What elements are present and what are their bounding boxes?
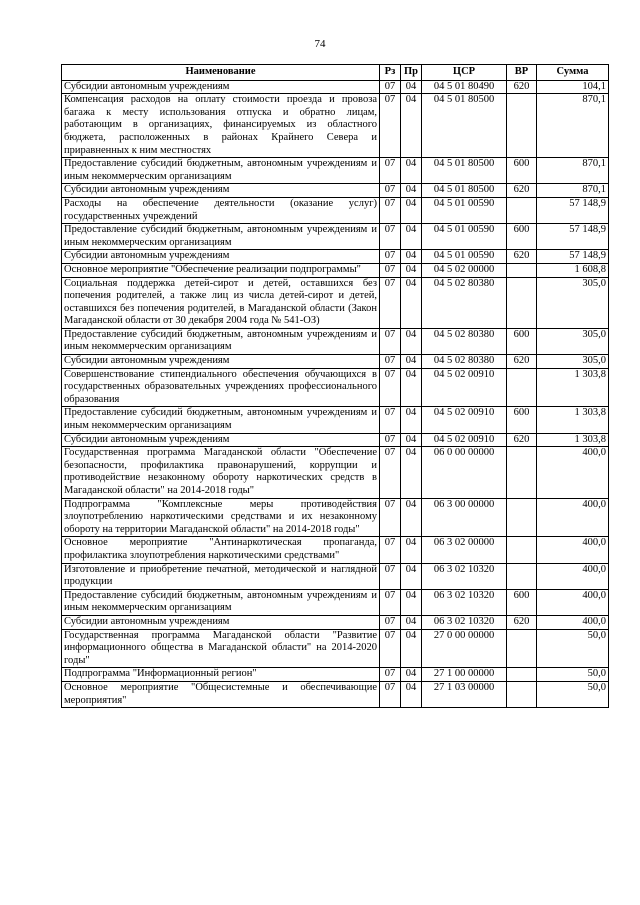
cell-csr: 04 5 01 00590 <box>422 224 507 250</box>
table-row <box>62 537 609 563</box>
cell-rz: 07 <box>380 407 401 433</box>
cell-rz: 07 <box>380 197 401 223</box>
table-row <box>62 563 609 589</box>
cell-csr: 04 5 02 00910 <box>422 433 507 447</box>
cell-sum: 400,0 <box>537 589 609 615</box>
cell-rz: 07 <box>380 589 401 615</box>
cell-vr: 620 <box>507 355 537 369</box>
cell-rz: 07 <box>380 433 401 447</box>
cell-sum: 305,0 <box>537 277 609 328</box>
cell-rz: 07 <box>380 681 401 707</box>
cell-rz: 07 <box>380 224 401 250</box>
cell-csr: 06 3 02 10320 <box>422 563 507 589</box>
cell-name: Основное мероприятие "Антинаркотическая пропаганда, профилактика злоупотребления наркотическими средствами" <box>62 537 380 563</box>
cell-csr: 27 1 00 00000 <box>422 668 507 682</box>
cell-csr: 04 5 01 80500 <box>422 158 507 184</box>
cell-vr <box>507 498 537 537</box>
cell-pr: 04 <box>401 94 422 158</box>
cell-name: Предоставление субсидий бюджетным, автономным учреждениям и иным некоммерческим организациям <box>62 589 380 615</box>
header-vr: ВР <box>507 65 537 81</box>
cell-rz: 07 <box>380 277 401 328</box>
cell-name: Субсидии автономным учреждениям <box>62 433 380 447</box>
cell-rz: 07 <box>380 263 401 277</box>
table-row <box>62 447 609 498</box>
cell-sum: 57 148,9 <box>537 224 609 250</box>
cell-sum: 1 303,8 <box>537 433 609 447</box>
cell-name: Государственная программа Магаданской области "Обеспечение безопасности, профилактика правонарушений, коррупции и противодействие незаконному обороту наркотических средств в Магаданской области" на 2014-2018 годы" <box>62 447 380 498</box>
cell-rz: 07 <box>380 368 401 407</box>
cell-pr: 04 <box>401 668 422 682</box>
cell-csr: 06 3 02 10320 <box>422 589 507 615</box>
cell-sum: 104,1 <box>537 80 609 94</box>
cell-csr: 04 5 01 80500 <box>422 94 507 158</box>
cell-pr: 04 <box>401 407 422 433</box>
cell-csr: 04 5 01 80490 <box>422 80 507 94</box>
cell-csr: 04 5 02 00000 <box>422 263 507 277</box>
cell-vr <box>507 537 537 563</box>
cell-pr: 04 <box>401 224 422 250</box>
cell-sum: 870,1 <box>537 94 609 158</box>
cell-csr: 04 5 01 00590 <box>422 197 507 223</box>
cell-sum: 870,1 <box>537 184 609 198</box>
table-row <box>62 80 609 94</box>
cell-name: Расходы на обеспечение деятельности (оказание услуг) государственных учреждений <box>62 197 380 223</box>
table-row <box>62 94 609 158</box>
header-rz: Рз <box>380 65 401 81</box>
page-number: 74 <box>314 38 326 50</box>
cell-csr: 04 5 02 80380 <box>422 355 507 369</box>
cell-pr: 04 <box>401 184 422 198</box>
table-row <box>62 328 609 354</box>
cell-pr: 04 <box>401 368 422 407</box>
cell-rz: 07 <box>380 184 401 198</box>
cell-vr: 620 <box>507 615 537 629</box>
cell-name: Изготовление и приобретение печатной, методической и наглядной продукции <box>62 563 380 589</box>
cell-sum: 400,0 <box>537 498 609 537</box>
cell-sum: 1 303,8 <box>537 368 609 407</box>
cell-csr: 27 0 00 00000 <box>422 629 507 668</box>
cell-vr: 600 <box>507 589 537 615</box>
cell-sum: 57 148,9 <box>537 197 609 223</box>
cell-csr: 04 5 01 00590 <box>422 250 507 264</box>
cell-pr: 04 <box>401 681 422 707</box>
cell-rz: 07 <box>380 80 401 94</box>
cell-vr <box>507 629 537 668</box>
cell-name: Компенсация расходов на оплату стоимости проезда и провоза багажа к месту использования отпуска и обратно лицам, работающим в организациях, финансируемых из областного бюджета, расположенных в районах Крайнего Севера и приравненных к ним местностях <box>62 94 380 158</box>
cell-vr: 600 <box>507 158 537 184</box>
cell-vr <box>507 563 537 589</box>
cell-rz: 07 <box>380 563 401 589</box>
cell-csr: 04 5 02 00910 <box>422 368 507 407</box>
table-row <box>62 250 609 264</box>
cell-pr: 04 <box>401 589 422 615</box>
cell-csr: 04 5 02 80380 <box>422 277 507 328</box>
cell-pr: 04 <box>401 80 422 94</box>
cell-vr: 600 <box>507 328 537 354</box>
cell-sum: 305,0 <box>537 328 609 354</box>
cell-sum: 870,1 <box>537 158 609 184</box>
cell-pr: 04 <box>401 433 422 447</box>
cell-vr <box>507 277 537 328</box>
cell-name: Подпрограмма "Информационный регион" <box>62 668 380 682</box>
cell-rz: 07 <box>380 447 401 498</box>
table-row <box>62 589 609 615</box>
cell-name: Социальная поддержка детей-сирот и детей, оставшихся без попечения родителей, а также лиц из числа детей-сирот и детей, оставшихся без попечения родителей, в Магаданской области (Закон Магаданской области от 30 декабря 2004 года № 541-ОЗ) <box>62 277 380 328</box>
cell-pr: 04 <box>401 615 422 629</box>
cell-sum: 400,0 <box>537 563 609 589</box>
header-csr: ЦСР <box>422 65 507 81</box>
header-sum: Сумма <box>537 65 609 81</box>
cell-pr: 04 <box>401 158 422 184</box>
cell-sum: 50,0 <box>537 681 609 707</box>
cell-name: Предоставление субсидий бюджетным, автономным учреждениям и иным некоммерческим организациям <box>62 407 380 433</box>
cell-vr: 620 <box>507 184 537 198</box>
cell-sum: 1 608,8 <box>537 263 609 277</box>
cell-pr: 04 <box>401 197 422 223</box>
cell-vr: 600 <box>507 224 537 250</box>
cell-sum: 400,0 <box>537 447 609 498</box>
cell-vr <box>507 681 537 707</box>
cell-vr <box>507 263 537 277</box>
cell-pr: 04 <box>401 328 422 354</box>
table-row <box>62 681 609 707</box>
cell-name: Предоставление субсидий бюджетным, автономным учреждениям и иным некоммерческим организациям <box>62 224 380 250</box>
cell-rz: 07 <box>380 629 401 668</box>
cell-rz: 07 <box>380 615 401 629</box>
cell-csr: 06 3 02 00000 <box>422 537 507 563</box>
table-row <box>62 224 609 250</box>
header-pr: Пр <box>401 65 422 81</box>
cell-name: Субсидии автономным учреждениям <box>62 250 380 264</box>
cell-name: Подпрограмма "Комплексные меры противодействия злоупотреблению наркотическими средствами и их незаконному обороту на территории Магаданской области" на 2014-2018 годы" <box>62 498 380 537</box>
cell-rz: 07 <box>380 537 401 563</box>
cell-rz: 07 <box>380 355 401 369</box>
table-row <box>62 407 609 433</box>
cell-rz: 07 <box>380 250 401 264</box>
cell-sum: 400,0 <box>537 537 609 563</box>
cell-csr: 04 5 02 80380 <box>422 328 507 354</box>
cell-rz: 07 <box>380 498 401 537</box>
table-row <box>62 433 609 447</box>
cell-name: Субсидии автономным учреждениям <box>62 355 380 369</box>
cell-pr: 04 <box>401 263 422 277</box>
cell-sum: 400,0 <box>537 615 609 629</box>
cell-name: Субсидии автономным учреждениям <box>62 184 380 198</box>
cell-sum: 1 303,8 <box>537 407 609 433</box>
cell-sum: 50,0 <box>537 668 609 682</box>
cell-sum: 50,0 <box>537 629 609 668</box>
cell-rz: 07 <box>380 94 401 158</box>
cell-vr <box>507 368 537 407</box>
cell-vr <box>507 447 537 498</box>
budget-table <box>61 64 609 708</box>
cell-sum: 305,0 <box>537 355 609 369</box>
table-row <box>62 498 609 537</box>
table-row <box>62 629 609 668</box>
cell-vr: 620 <box>507 80 537 94</box>
table-row <box>62 355 609 369</box>
table-body <box>62 80 609 708</box>
cell-name: Субсидии автономным учреждениям <box>62 80 380 94</box>
cell-csr: 04 5 02 00910 <box>422 407 507 433</box>
table-row <box>62 368 609 407</box>
table-row <box>62 197 609 223</box>
cell-name: Предоставление субсидий бюджетным, автономным учреждениям и иным некоммерческим организациям <box>62 328 380 354</box>
cell-name: Основное мероприятие "Общесистемные и обеспечивающие мероприятия" <box>62 681 380 707</box>
cell-pr: 04 <box>401 629 422 668</box>
header-name: Наименование <box>62 65 380 81</box>
table-row <box>62 668 609 682</box>
cell-pr: 04 <box>401 447 422 498</box>
cell-vr: 600 <box>507 407 537 433</box>
cell-pr: 04 <box>401 498 422 537</box>
cell-csr: 06 0 00 00000 <box>422 447 507 498</box>
cell-pr: 04 <box>401 250 422 264</box>
cell-vr <box>507 668 537 682</box>
cell-csr: 06 3 02 10320 <box>422 615 507 629</box>
cell-pr: 04 <box>401 355 422 369</box>
table-row <box>62 158 609 184</box>
table-header-row <box>62 65 609 81</box>
cell-vr: 620 <box>507 250 537 264</box>
cell-vr: 620 <box>507 433 537 447</box>
cell-csr: 27 1 03 00000 <box>422 681 507 707</box>
cell-name: Основное мероприятие "Обеспечение реализации подпрограммы" <box>62 263 380 277</box>
cell-sum: 57 148,9 <box>537 250 609 264</box>
cell-pr: 04 <box>401 537 422 563</box>
table-row <box>62 263 609 277</box>
cell-rz: 07 <box>380 158 401 184</box>
cell-rz: 07 <box>380 668 401 682</box>
cell-name: Совершенствование стипендиального обеспечения обучающихся в государственных образовательных учреждениях профессионального образования <box>62 368 380 407</box>
cell-rz: 07 <box>380 328 401 354</box>
table-row <box>62 277 609 328</box>
cell-name: Государственная программа Магаданской области "Развитие информационного общества в Магаданской области" на 2014-2020 годы" <box>62 629 380 668</box>
cell-name: Субсидии автономным учреждениям <box>62 615 380 629</box>
cell-csr: 04 5 01 80500 <box>422 184 507 198</box>
cell-vr <box>507 94 537 158</box>
table-row <box>62 184 609 198</box>
cell-vr <box>507 197 537 223</box>
table-row <box>62 615 609 629</box>
cell-name: Предоставление субсидий бюджетным, автономным учреждениям и иным некоммерческим организациям <box>62 158 380 184</box>
cell-pr: 04 <box>401 563 422 589</box>
cell-csr: 06 3 00 00000 <box>422 498 507 537</box>
cell-pr: 04 <box>401 277 422 328</box>
